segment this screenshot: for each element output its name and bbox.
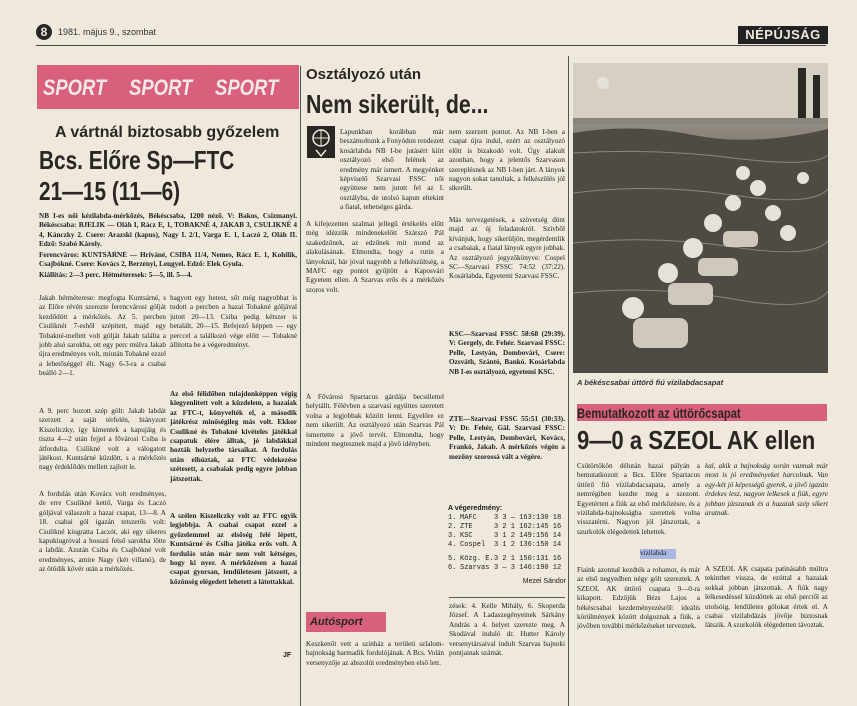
standings-stats: 3 — 3 146:190 12	[494, 564, 562, 572]
standings-row	[448, 541, 566, 550]
middle-article-paragraph: ZTE—Szarvasi FSSC 55:51 (30:33). V: Dr. Fehér, Gál. Szarvasi FSSC: Pelle, Lestyán, Dombovári, Kovács, Frankó, Jakab. A mérkőzés végén a mezőny szorossá vált a végére.	[449, 415, 565, 461]
right-article-kicker-bar	[577, 404, 827, 421]
sport-banner	[37, 65, 299, 109]
standings-rank: 2.	[448, 523, 457, 531]
standings-stats: 3 2 1 150:131 16	[494, 555, 562, 563]
standings-rank: 3.	[448, 532, 457, 540]
middle-article-title: Nem sikerült, de...	[306, 89, 489, 119]
standings-rank: 5.	[448, 555, 457, 563]
autosport-banner	[306, 612, 386, 632]
left-article-headline: A vártnál biztosabb győzelem	[55, 124, 280, 141]
standings-stats: 3 1 2 136:150 14	[494, 541, 562, 549]
left-article-score: 21—15 (11—6)	[39, 176, 181, 206]
standings-stats: 3 3 — 163:130 18	[494, 514, 562, 522]
standings-table	[448, 504, 566, 587]
left-article-paragraph: A fordulás után Kovács volt eredményes, de erre Csulikné kettő, Varga és Laczó góljával válaszolt a hazai csapat, 13—8. A 18. csabai gól igazán tetszetős volt: Csulikné kiugratta Laczót, aki egy sikeres kapukiugróval a hosszú felső sarokba lőtte a labdát. Azután Csiba és Csajbókné volt eredményes, amire Nagy (két villanó), de az ötödik kövér után a mérkőzés.	[39, 490, 166, 574]
left-article-title: Bcs. Előre Sp—FTC	[39, 145, 235, 175]
standings-stats: 3 1 2 149:156 14	[494, 532, 562, 540]
middle-article-paragraph: A Fővárosi Spartacus gárdája becsülettel helytállt. Félévben a szarvasi együttes szeretett volna a legjobbak között lenni. Egyelőre ez nem sikerült. Az osztályozó után Szarvas Pál ismertette a jövő tervét. Elmondta, hogy mindent megtesznek majd a jövő idényben.	[306, 393, 444, 449]
header-rule	[36, 45, 826, 46]
left-article-signature: JF	[283, 652, 292, 659]
basketball-logo-icon	[307, 126, 335, 158]
left-article-paragraph: Jakab hétméterese: megfogta Kuntsárné, s az Előre révén szerezte ferencvárosi gólját kezdődött a mérkőzés. Az 5. percben Csuliknét 7-eshől szépített, majd egy Tobakné-mellett volt gólját Jakab találta a jobb alsó sarokba, ott egy perc múlva Jakab újra eredményes volt, miután Tobakné ezzel a lehetőséggel élt. Nagy 6-3-ra a csabai beálló 2—1.	[39, 294, 166, 378]
standings-rank: 1.	[448, 514, 457, 522]
standings-team: Közg. E.	[460, 555, 494, 563]
standings-rank: 6.	[448, 564, 457, 572]
left-article-paragraph: A szélen Kiszeliczky volt az FTC egyik legjobbja. A csabai csapat ezzel a győzelemmel az elsőség felé lépett, Kuntsárné és Csiba játéka erős volt. A fordulás után már nem volt kétséges, hogy ki nyer. A mérkőzésen a hazai csapat gyorsan, lendületesen játszott, a közönség elégedett lehetett a látottakkal.	[170, 512, 297, 586]
standings-row	[448, 564, 566, 573]
sport-word: SPORT	[43, 75, 107, 100]
standings-row	[448, 514, 566, 523]
photo-caption: A békéscsabai úttörő fiú vízilabdacsapat	[577, 378, 724, 387]
right-article-title: 9—0 a SZEOL AK ellen	[577, 425, 816, 455]
left-article-paragraph: A 9. perc hozott szép gólt: Jakab labdát szerzett a saját térfelén, hiányzott Kiszeliczky, így kimentek a kapujáig és tiszta 4—2 után fejjel a fővárosi Csiba is átfordulta. Csilikné volt a válogatott játékost. Kuntsárné küzdött, s a mérkőzés nagy érdeklődés mellett zajlott le.	[39, 407, 166, 472]
middle-article-paragraph: A kifejezetten szalmai jellegű értékelés előtt még idézzük mindenekelőtt Szárszó Pál szakedzőnek, az edzőnek mit mond az alakulásának. Elmondta, hogy a rutin a lányoknál, bár jóval nagyobb a felkészültség, a MAFC egy pontot gyűjtött a Kaposvári Egyetem ellen. A Szarvas erős és a mérkőzés szoros volt.	[306, 220, 444, 294]
middle-article-paragraph: Lapunkban korábban már beszámoltunk a Fonyódon rendezett kosárlabda NB I-be jutásért kiírt osztályozó első felének az eredmény már ismert. A megyénket képviselő Szarvasi FSSC női együttese nem jutott fel az I. osztályba, de utolsó kapun eltekint a fiatal, tehetséges gárda.	[340, 128, 444, 212]
middle-article-paragraph: KSC—Szarvasi FSSC 58:68 (29:39). V: Gergely, dr. Fehér. Szarvasi FSSC: Pelle, Lestyán, Dombovári, Csere: Ozsváth, Szántó, Bankó. Kosárlabda NB I-es osztályozó, egyetemi KSC.	[449, 330, 565, 376]
sport-word: SPORT	[129, 75, 193, 100]
left-article-paragraph: Az első félidőben tulajdonképpen végig kiegyenlített volt a küzdelem, a hazaiak az FTC-t, könyvelték el, a második játékrész minőségileg más volt. Ekkor Csulikné és Tobakné kivételes játékkal csapatuk élére álltak, jó labdákkal hozták helyzetbe társaikat. A fordulás után elhúztak, az FTC védekezése szétesett, a csabaiak pedig egyre jobban játszottak.	[170, 390, 297, 483]
page-number: 8	[36, 24, 52, 40]
standings-stats: 3 2 1 162:145 16	[494, 523, 562, 531]
standings-team: Cospel	[460, 541, 486, 549]
section-rule	[449, 597, 565, 598]
standings-team: Szarvas	[460, 564, 490, 572]
highlighted-word: vízilabda	[640, 549, 676, 559]
standings-row	[448, 532, 566, 541]
middle-article-paragraph: Más tervezgetések, a szövetség dönt majd az új feladatokról. Szívből kívánjuk, hogy sikerüljön, megérdemlik a csabaiak, a fiatal lányok egyre jobbak. Az osztályozó jegyzőkönyve: Cospel SC—Szarvasi FSSC 74:52 (37:22). Kosárlabda, Egyetemi Szarvasi FSSC.	[449, 216, 565, 281]
left-article-paragraph: hagyott egy hetest, sőt még nagyobbat is tudott a percben a hazai Tobakné góljával jutott 20—13. Csiba pedig kétszer is betalált, 20—15. Befejező képpen — egy perccel a találkozó vége előtt — Tobakné állította be a végeredményt.	[170, 294, 297, 350]
right-article-paragraph: Fiaink azonnal kezdték a rohamot, és már az első negyedben négy gólt szereztek. A SZEOL AK úttörő csapata 9—0-ra kikapott. Edzőjük Bézs Lajos a békéscsabai kezdeményezésről: ideális körülmények között dolgoznak a fiúk, a jövőben további mérkőzéseket terveznek.	[577, 566, 700, 631]
right-article-paragraph: kal, akik a bajnokság során vannak már most is jó eredményeket harcolnak. Van egy-két jó képességű gyerek, a jövő igazán érdekes lesz, nagyon lelkesek a fiúk, egyre jobban játszanak és a hazaiak szép sikert aratnak.	[705, 462, 828, 518]
lineup-line: NB I-es női kézilabda-mérkőzés, Békéscsaba, 1200 néző. V: Bakos, Csizmanyi. Békéscsaba: BJELIK — Oláh I, Rácz E, 1, TOBAKNÉ 4, JAKAB 3, CSULIKNÉ 4 4, Kánczky 2. Csere: Arazski (kapus), Nagy I. 2/1, Varga E. 1, Laczó 2, Oláh II. Edző: Szabó Károly.	[39, 212, 297, 249]
standings-team: KSC	[460, 532, 473, 540]
standings-title: A végeredmény:	[448, 505, 503, 512]
standings-author: Mezei Sándor	[522, 578, 566, 585]
column-divider	[568, 56, 569, 706]
standings-team: ZTE	[460, 523, 473, 531]
right-article-kicker: Bemutatkozott az úttörőcsapat	[577, 405, 741, 421]
sport-word: SPORT	[215, 75, 279, 100]
standings-rank: 4.	[448, 541, 457, 549]
lineup-line: Kiállítás: 2—3 perc. Hétméteresek: 5—5, ill. 5—4.	[39, 271, 193, 279]
page-date: 1981. május 9., szombat	[58, 27, 157, 37]
middle-article-paragraph: nem szerzett pontot. Az NB I-ben a csapat újra indul, ezért az osztályozó előtt is bizakodó volt. Úgy alakult azonban, hogy a jelentős Szarvason szereplésnek az NB I-ben járt. A lányok nagyon sokat tanultak, a felkészülés jól sikerült.	[449, 128, 565, 193]
water-polo-team-photo	[573, 63, 828, 373]
right-article-paragraph: Csütörtökön délután hazai pályán a bemutatkozott a Bcs. Előre Spartacus úttörő fiú vízilabdacsapata, amely a nemrégiben kezdte meg a szezont. Egyetértett a fiúk az első mérkőzésre, és a vízilabda-bajnokságba szerettek volna visszatérni. Nagyon jól játszottak, a szurkolók elégedettek lehettek.	[577, 462, 700, 536]
masthead: NÉPÚJSÁG	[738, 26, 828, 44]
standings-row	[448, 523, 566, 532]
standings-team: MAFC	[460, 514, 477, 522]
column-divider	[300, 66, 301, 706]
middle-article-kicker: Osztályozó után	[306, 66, 422, 83]
autosport-paragraph: zések: 4. Kelle Mihály, 6. Skoperda József. A Ladaszegényeinek Sárkány András a 4. helyet szerezte meg. A Skodával induló dr. Hutter Károly versenytársaival indult Szarvas bajnoki pontjainak számát.	[449, 602, 565, 658]
right-article-paragraph: A SZEOL AK csapata patinásabb múltra tekinthet vissza, de ezúttal a hazaiak sokkal jobban játszottak. A fiúk nagy lelkesedéssel küzdöttek az első perctől az utolsóig, lendületes gólokat értek el. A csabai vízilabdázás jövője biztosnak látszik. A szurkolók elégedetten távoztak.	[705, 565, 828, 630]
standings-row	[448, 555, 566, 564]
autosport-label: Autósport	[310, 616, 363, 628]
lineup-line: Ferencváros: KUNTSÁRNÉ — Hriváné, CSIBA 11/4, Nemes, Rácz E. 1, Kohilik, Csajbókné. Csere: Kovács 2, Berzenyi, Lengyel. Edző: Elek Gyula.	[39, 251, 297, 269]
autosport-paragraph: Keszkenőt vett a szinház a területi szlalom-bajnokság harmadik fordulójának. A Bcs. Volán versenyzője az abszolút eredményben első lett.	[306, 640, 444, 667]
